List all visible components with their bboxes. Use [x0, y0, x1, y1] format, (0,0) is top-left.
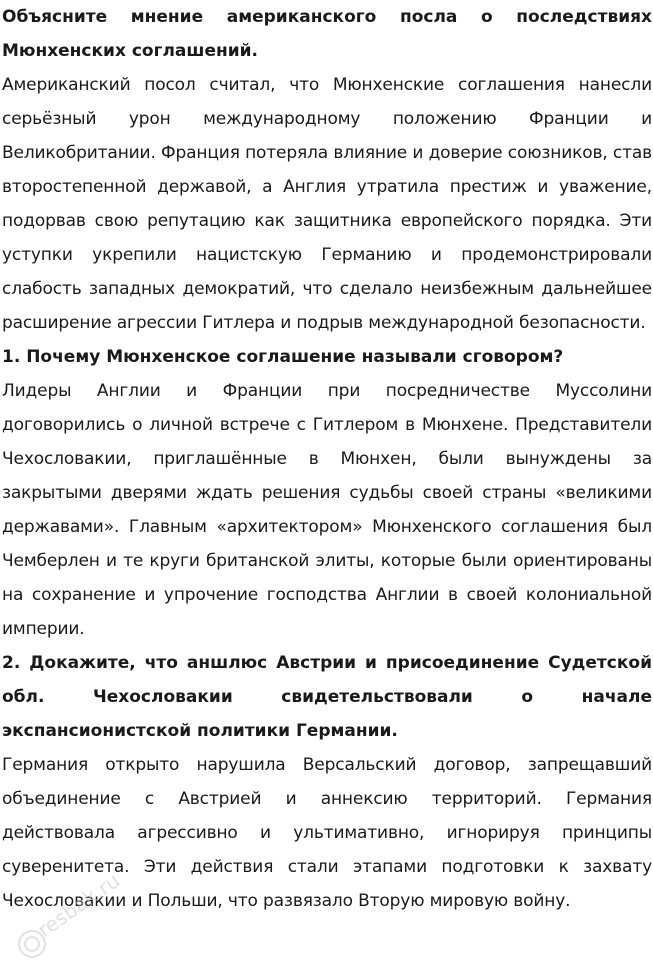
- answer-paragraph: Лидеры Англии и Франции при посредничестве Муссолини договорились о личной встрече с Гитлером в Мюнхене. Представители Чехословакии, приглашённые в Мюнхен, были вынуждены за закрытыми дверями ждать решения судьбы своей страны «великими державами». Главным «архитектором» Мюнхенского соглашения был Чемберлен и те круги британской элиты, которые были ориентированы на сохранение и упрочение господства Англии в своей колониальной империи.: [2, 381, 652, 639]
- question-heading: Объясните мнение американского посла о последствиях Мюнхенских соглашений.: [2, 7, 652, 61]
- answer-paragraph: Американский посол считал, что Мюнхенские соглашения нанесли серьёзный урон международному положению Франции и Великобритании. Франция потеряла влияние и доверие союзников, став второстепенной державой, а Англия утратила престиж и уважение, подорвав свою репутацию как защитника европейского порядка. Эти уступки укрепили нацистскую Германию и продемонстрировали слабость западных демократий, что сделало неизбежным дальнейшее расширение агрессии Гитлера и подрыв международной безопасности.: [2, 75, 652, 333]
- section-question-2: [2, 646, 652, 918]
- watermark-text: resbak.ru: [33, 868, 125, 943]
- section-ambassador-opinion: [2, 0, 652, 340]
- answer-paragraph: Германия открыто нарушила Версальский договор, запрещавший объединение с Австрией и аннексию территорий. Германия действовала агрессивно и ультимативно, игнорируя принципы суверенитета. Эти действия стали этапами подготовки к захвату Чехословакии и Польши, что развязало Вторую мировую войну.: [2, 755, 652, 911]
- section-question-1: [2, 340, 652, 646]
- question-heading: 1. Почему Мюнхенское соглашение называли сговором?: [2, 347, 564, 367]
- question-heading: 2. Докажите, что аншлюс Австрии и присоединение Судетской обл. Чехословакии свидетельствовали о начале экспансионистской политики Германии.: [2, 653, 652, 741]
